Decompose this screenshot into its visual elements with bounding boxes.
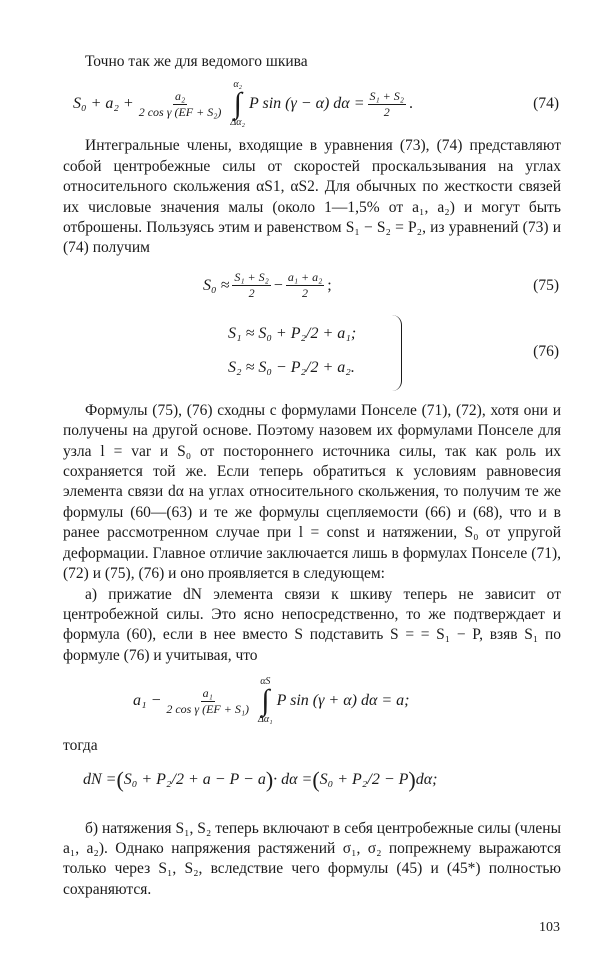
eq75-minus: − — [273, 276, 283, 294]
equation-dn: dN = ( S₀ + P₂/2 + a − P − a ) · dα = ( S₀ + P₂/2 − P ) dα; — [83, 766, 438, 792]
page-number: 103 — [539, 920, 560, 935]
eqa-frac-num: a₁ — [202, 685, 213, 700]
eq74-fraction — [137, 90, 224, 119]
eqdn-inner-2: S₀ + P₂/2 − P — [319, 770, 409, 788]
eq74-integral — [230, 80, 245, 128]
right-brace-icon — [391, 315, 402, 391]
eq74-rhs-fraction — [368, 90, 406, 119]
page-content — [63, 52, 561, 900]
eqa-integrand: P sin (γ + α) dα = a; — [276, 692, 410, 710]
eq75-f1-num: S₁ + S₂ — [234, 270, 269, 285]
eqa-fraction — [164, 687, 251, 716]
eq74-rhs-den: 2 — [383, 104, 390, 119]
integral-sign-icon: ∫ — [233, 87, 242, 121]
eq75-f2-den: 2 — [302, 286, 309, 301]
eq74-frac-den: 2 cos γ (EF + S₂) — [138, 104, 222, 119]
paragraph-integral-terms: Интегральные члены, входящие в уравнения (73), (74) представляют собой центробежные силы от скоростей проскальзывания на углах относительного скольжения αS1, αS2. Для обычных по жесткости связей их числовые значения малы (около 1—1,5% от a₁, a₂) и могут быть отброшены. Пользуясь этим и равенством S₁ − S₂ = P₂, из уравнений (73) и (74) получим — [63, 137, 561, 257]
eq74-rhs-num: S₁ + S₂ — [369, 88, 404, 103]
eq74-lhs: S₀ + a₂ + — [73, 95, 134, 113]
eq75-end: ; — [327, 276, 332, 294]
intro-paragraph: Точно так же для ведомого шкива — [85, 53, 308, 70]
eq74-integrand: P sin (γ − α) dα = — [248, 95, 365, 113]
eq75-number: (75) — [533, 276, 559, 294]
paragraph-item-b: б) натяжения S₁, S₂ теперь включают в себя центробежные силы (члены a₁, a₂). Однако напряжения растяжений σ₁, σ₂ попрежнему выражаются только через S₁, S₂, вследствие чего формулы (45) и (45*) полностью сохраняются. — [63, 819, 561, 898]
eqdn-lhs: dN = — [83, 770, 117, 788]
eqa-lhs: a₁ − — [133, 692, 162, 710]
eq74-int-lower: Δα₂ — [230, 117, 245, 129]
eq76-number: (76) — [533, 342, 559, 360]
eqdn-mid: · dα = — [273, 770, 313, 788]
eq75-fraction-1 — [232, 271, 270, 300]
paragraph-item-a: а) прижатие dN элемента связи к шкиву теперь не зависит от центробежной силы. Это ясно непосредственно, то же подтверждает и формула (60), если в нее вместо S подставить S = = S₁ − P, взяв S₁ по формуле (76) и учитывая, что — [63, 585, 561, 664]
eq75-fraction-2 — [286, 271, 324, 300]
eq75-f2-num: a₁ + a₂ — [287, 270, 323, 285]
eqa-frac-den: 2 cos γ (EF + S₁) — [166, 701, 250, 716]
eq76-line-1: S₁ ≈ S₀ + P₂/2 + a₁; — [228, 324, 357, 342]
eqdn-end: dα; — [415, 770, 438, 788]
eq74-int-upper: α₂ — [233, 79, 243, 91]
equation-76 — [63, 313, 561, 395]
eq74-number: (74) — [533, 95, 559, 113]
equation-75 — [63, 259, 561, 313]
eq76-line-2: S₂ ≈ S₀ − P₂/2 + a₂. — [228, 358, 355, 376]
eq74-frac-num: a₂ — [174, 88, 186, 103]
eq75-f1-den: 2 — [248, 286, 255, 301]
eqdn-inner-1: S₀ + P₂/2 + a − P − a — [123, 770, 266, 788]
paragraph-poncelet: Формулы (75), (76) сходны с формулами Понселе (71), (72), хотя они и получены на другой основе. Поэтому назовем их формулами Понселе для узла l = var и S₀ от постороннего источника силы, так как роль их сохраняется той же. Если теперь обратиться к условиям равновесия элемента связи dα на углах относительного скольжения, то получим те же формулы (60—(63) и те же формулы сцепляемости (66) и (68), что и в ранее рассмотренном случае при l = const и натяжении, S₀ от упругой деформации. Главное отличие заключается лишь в формулах Понселе (71), (72) и (75), (76) и оно проявляется в следующем: — [63, 401, 561, 583]
equation-74: S₀ + a₂ + $\frac{\text{a₂}}{\text{2 cos γ (EF + S₂)}}$ α₂ ∫ Δα₂ P sin (γ − α) dα = $\frac{\text{S₁ + S₂}}{2}$ . (74) — [73, 79, 559, 129]
equation-a1 — [63, 666, 561, 736]
integral-sign-icon: ∫ — [261, 684, 270, 718]
eq75-lhs: S₀ ≈ — [203, 276, 230, 294]
word-then: тогда — [63, 737, 98, 755]
eqa-int-upper: αS — [260, 676, 271, 688]
eqa-int-lower: Δα₁ — [258, 714, 273, 726]
eqa-integral — [258, 677, 273, 725]
